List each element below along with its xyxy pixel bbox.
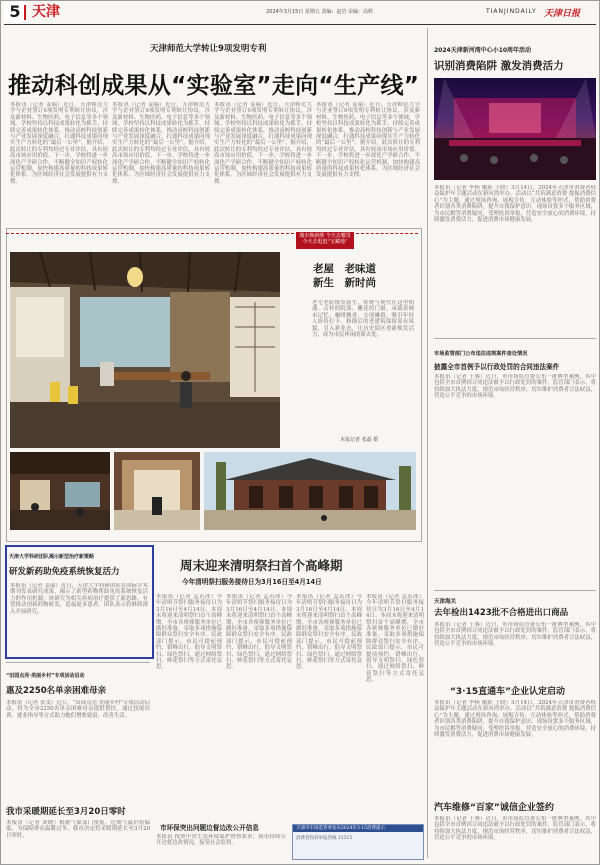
right-mid-headline: 披露全市首例予以行政处罚的合同违法案件 [434,363,560,371]
feature-divider [6,233,294,234]
lead-body-col4: 本报讯（记者 姜瑞）近日，天津师范大学与企业签订9项发明专利转让协议，涉及新材料、生物医药、电子信息等多个领域。学校坚持以科技成果转化为抓手，持续完善成果转化体系，推动高校科技创新与产业发展深度融合，打通科技成果向现实生产力转化的“最后一公里”。据介绍，此次转让的专利均经过专业评估，具有较高市场应用价值。下一步，学校将进一步深化产学研合作，不断健全知识产权转化运营机制，加快构建高质量的科技成果转化体系，为区域经济社会发展提供有力支撑。 [316,102,420,179]
top-right-kicker: 2024天津新河湾中心小10周年活动 [434,47,532,54]
feature-byline: 本报记者 张磊 摄 [340,437,379,443]
brand-name: TIANJINDAILY [486,8,537,15]
right-lower-kicker: 天津海关 [434,599,457,605]
notice-box-text: 消费者投诉举报热线 12315 [296,836,353,841]
left-lower-headline: 惠及2250名单亲困难母亲 [6,686,107,696]
feature-title [313,262,376,290]
lead-kicker: 天津师范大学转让9项发明专利 [150,44,267,54]
qingming-subhead: 今年清明祭扫服务接待日为3月16日至4月14日 [182,578,322,586]
notice-box [292,824,424,860]
top-right-body: 本报讯（记者 李杨 摄影 王晓）3月14日，2024年天津市消费者权益保护年主题活动在新河湾举办。活动以“共筑满意消费 提振消费信心”为主题，通过现场咨询、展板宣传、互动体验等形式，帮助消费者识别各类消费陷阱，提升自我保护意识。现场设置多个服务区域，为市民解答消费疑问，受理投诉举报，营造安全放心的消费环境，持续激发消费活力，促进消费市场健康发展。 [434,185,596,224]
highlighted-story-kicker: 天津大学科研团队揭示新型治疗新策略 [9,554,95,560]
right-lower-headline: 去年检出1423批不合格进出口商品 [434,608,569,618]
left-lower-kicker: “田园点亮·美丽乡村”专项活动启动 [6,673,85,679]
feature-photo-cafe [10,452,110,530]
right-315-headline: “3·15直通车”企业认定启动 [450,687,566,697]
dateline: 2024年3月15日 星期五 责编：赵岩 美编：高辉 [266,9,374,15]
right-315-body: 本报讯（记者 李杨 摄影 王晓）3月14日，2024年天津市消费者权益保护年主题活动在新河湾举办。活动以“共筑满意消费 提振消费信心”为主题，通过现场咨询、展板宣传、互动体验等形式，帮助消费者识别各类消费陷阱，提升自我保护意识。现场设置多个服务区域，为市民解答消费疑问，受理投诉举报，营造安全放心的消费环境，持续激发消费活力，促进消费市场健康发展。 [434,700,596,739]
stage-photo [434,78,596,180]
left-lower-body: 本报讯（记者 张雯）近日，“田园点亮·美丽乡村”专项活动启动，将为全市2250名单亲困难母亲提供帮扶，通过技能培训、就业指导等方式助力她们增收致富，改善生活。 [6,700,150,719]
feature-photo-courtyard [114,452,200,530]
right-mid-kicker: 市场监管部门公布违法违规案件查处情况 [434,351,528,357]
lead-headline: 推动科创成果从“实验室”走向“生产线” [8,73,420,99]
column-rule [427,28,428,858]
feature-tag [296,232,354,249]
newspaper-logo: 天津日报 [544,9,581,19]
feature-title-line2: 新生 新时尚 [313,277,376,289]
masthead [4,2,596,25]
right-divider [434,338,596,339]
qingming-body-col3: 本报讯（记者 孟若冰）今年清明节祭扫服务接待日为3月16日至4月14日。本周末将迎来清明祭扫首个高峰期，全市各殡葬服务单位已做好准备，采取多项措施保障群众祭扫安全有序。民政部门提示，市民可提前预约，错峰出行，倡导文明祭扫、绿色祭扫，通过网络祭扫、鲜花祭扫等方式寄托哀思。 [296,594,362,671]
right-last-headline: 汽车维修“百家”诚信企业签约 [434,803,554,813]
feature-tag-sub: 今天去逛逛“宝藏地” [302,239,348,245]
top-right-headline: 识别消费陷阱 激发消费活力 [434,60,564,72]
qingming-body-col1: 本报讯（记者 孟若冰）今年清明节祭扫服务接待日为3月16日至4月14日。本周末将迎来清明祭扫首个高峰期，全市各殡葬服务单位已做好准备，采取多项措施保障群众祭扫安全有序。民政部门提示，市民可提前预约，错峰出行，倡导文明祭扫、绿色祭扫，通过网络祭扫、鲜花祭扫等方式寄托哀思。 [156,594,222,671]
right-divider-2 [434,590,596,591]
right-mid-body: 本报讯（记者 王睿）近日，市市场监管委公布一批典型案例，其中包括全市首例因合同违法被予以行政处罚的案件。监管部门表示，将持续加大执法力度，规范市场经营秩序，切实维护消费者合法权益，营造公平竞争的市场环境。 [434,374,596,400]
notice-box-title: 天津市市场监管委发布2024年3·15消费提示 [293,825,423,832]
feature-photo-temple [204,452,416,530]
bottom-mid-headline: 市环保突出问题边督边改公开信息 [160,824,259,832]
page-number: 5 [4,2,26,22]
highlighted-story-body: 本报讯（记者 姜瑞）近日，天津大学科研团队在国际学术期刊发表研究成果，揭示了新型药物帮助免疫系统恢复活力的作用机制。该研究为相关疾病治疗提供了新思路，有望推动创新药物研发，造福更多患者。团队表示将继续深入开展研究。 [10,583,148,615]
left-bottom-headline: 我市采暖期延长至3月20日零时 [6,807,126,817]
feature-title-line1: 老屋 老味道 [313,263,376,275]
feature-main-photo [10,252,280,448]
highlighted-story [5,545,154,659]
feature-divider-right [356,233,418,234]
lead-body-col3: 本报讯（记者 姜瑞）近日，天津师范大学与企业签订9项发明专利转让协议，涉及新材料、生物医药、电子信息等多个领域。学校坚持以科技成果转化为抓手，持续完善成果转化体系，推动高校科技创新与产业发展深度融合，打通科技成果向现实生产力转化的“最后一公里”。据介绍，此次转让的专利均经过专业评估，具有较高市场应用价值。下一步，学校将进一步深化产学研合作，不断健全知识产权转化运营机制，加快构建高质量的科技成果转化体系，为区域经济社会发展提供有力支撑。 [214,102,312,185]
qingming-body-col4: 本报讯（记者 孟若冰）今年清明节祭扫服务接待日为3月16日至4月14日。本周末将迎来清明祭扫首个高峰期，全市各殡葬服务单位已做好准备，采取多项措施保障群众祭扫安全有序。民政部门提示，市民可提前预约，错峰出行，倡导文明祭扫、绿色祭扫，通过网络祭扫、鲜花祭扫等方式寄托哀思。 [366,594,424,684]
lead-body-col1: 本报讯（记者 姜瑞）近日，天津师范大学与企业签订9项发明专利转让协议，涉及新材料、生物医药、电子信息等多个领域。学校坚持以科技成果转化为抓手，持续完善成果转化体系，推动高校科技创新与产业发展深度融合，打通科技成果向现实生产力转化的“最后一公里”。据介绍，此次转让的专利均经过专业评估，具有较高市场应用价值。下一步，学校将进一步深化产学研合作，不断健全知识产权转化运营机制，加快构建高质量的科技成果转化体系，为区域经济社会发展提供有力支撑。 [10,102,108,185]
highlighted-story-headline: 研发新药助免疫系统恢复活力 [9,567,120,577]
feature-body: 老宅老院焕发新生，传统与现代在这里相遇。古朴的院落、雕花的门窗，承载着城市记忆；咖啡飘香、文创琳琅，吸引年轻人纷纷打卡。修缮后的老建筑保留原有风貌，引入新业态，让历史街区重新焕发活力，成为市民休闲的新去处。 [312,300,414,339]
section-label: 天津 [24,5,60,20]
lead-body-col2: 本报讯（记者 姜瑞）近日，天津师范大学与企业签订9项发明专利转让协议，涉及新材料、生物医药、电子信息等多个领域。学校坚持以科技成果转化为抓手，持续完善成果转化体系，推动高校科技创新与产业发展深度融合，打通科技成果向现实生产力转化的“最后一公里”。据介绍，此次转让的专利均经过专业评估，具有较高市场应用价值。下一步，学校将进一步深化产学研合作，不断健全知识产权转化运营机制，加快构建高质量的科技成果转化体系，为区域经济社会发展提供有力支撑。 [112,102,210,185]
left-bottom-body: 本报讯（记者 刘晓）根据气象部门预报，近期气温仍将偏低，为保障群众温暖过冬，我市决定将采暖期延长至3月20日零时。 [6,820,150,839]
right-last-body: 本报讯（记者 王睿）近日，市市场监管委公布一批典型案例，其中包括全市首例因合同违法被予以行政处罚的案件。监管部门表示，将持续加大执法力度，规范市场经营秩序，切实维护消费者合法权益，营造公平竞争的市场环境。 [434,816,596,842]
left-divider [6,662,150,663]
qingming-body-col2: 本报讯（记者 孟若冰）今年清明节祭扫服务接待日为3月16日至4月14日。本周末将迎来清明祭扫首个高峰期，全市各殡葬服务单位已做好准备，采取多项措施保障群众祭扫安全有序。民政部门提示，市民可提前预约，错峰出行，倡导文明祭扫、绿色祭扫，通过网络祭扫、鲜花祭扫等方式寄托哀思。 [226,594,292,671]
qingming-headline: 周末迎来清明祭扫首个高峰期 [180,558,343,573]
bottom-mid-body: 本报讯 按照中央生态环境保护督察要求，我市持续公开边督边改情况，接受社会监督。 [156,834,286,847]
right-lower-body: 本报讯（记者 王睿）近日，市市场监管委公布一批典型案例，其中包括全市首例因合同违法被予以行政处罚的案件。监管部门表示，将持续加大执法力度，规范市场经营秩序，切实维护消费者合法权益，营造公平竞争的市场环境。 [434,622,596,648]
feature-tag-title: 城市焕新颜 今天去哪里 [299,233,351,239]
